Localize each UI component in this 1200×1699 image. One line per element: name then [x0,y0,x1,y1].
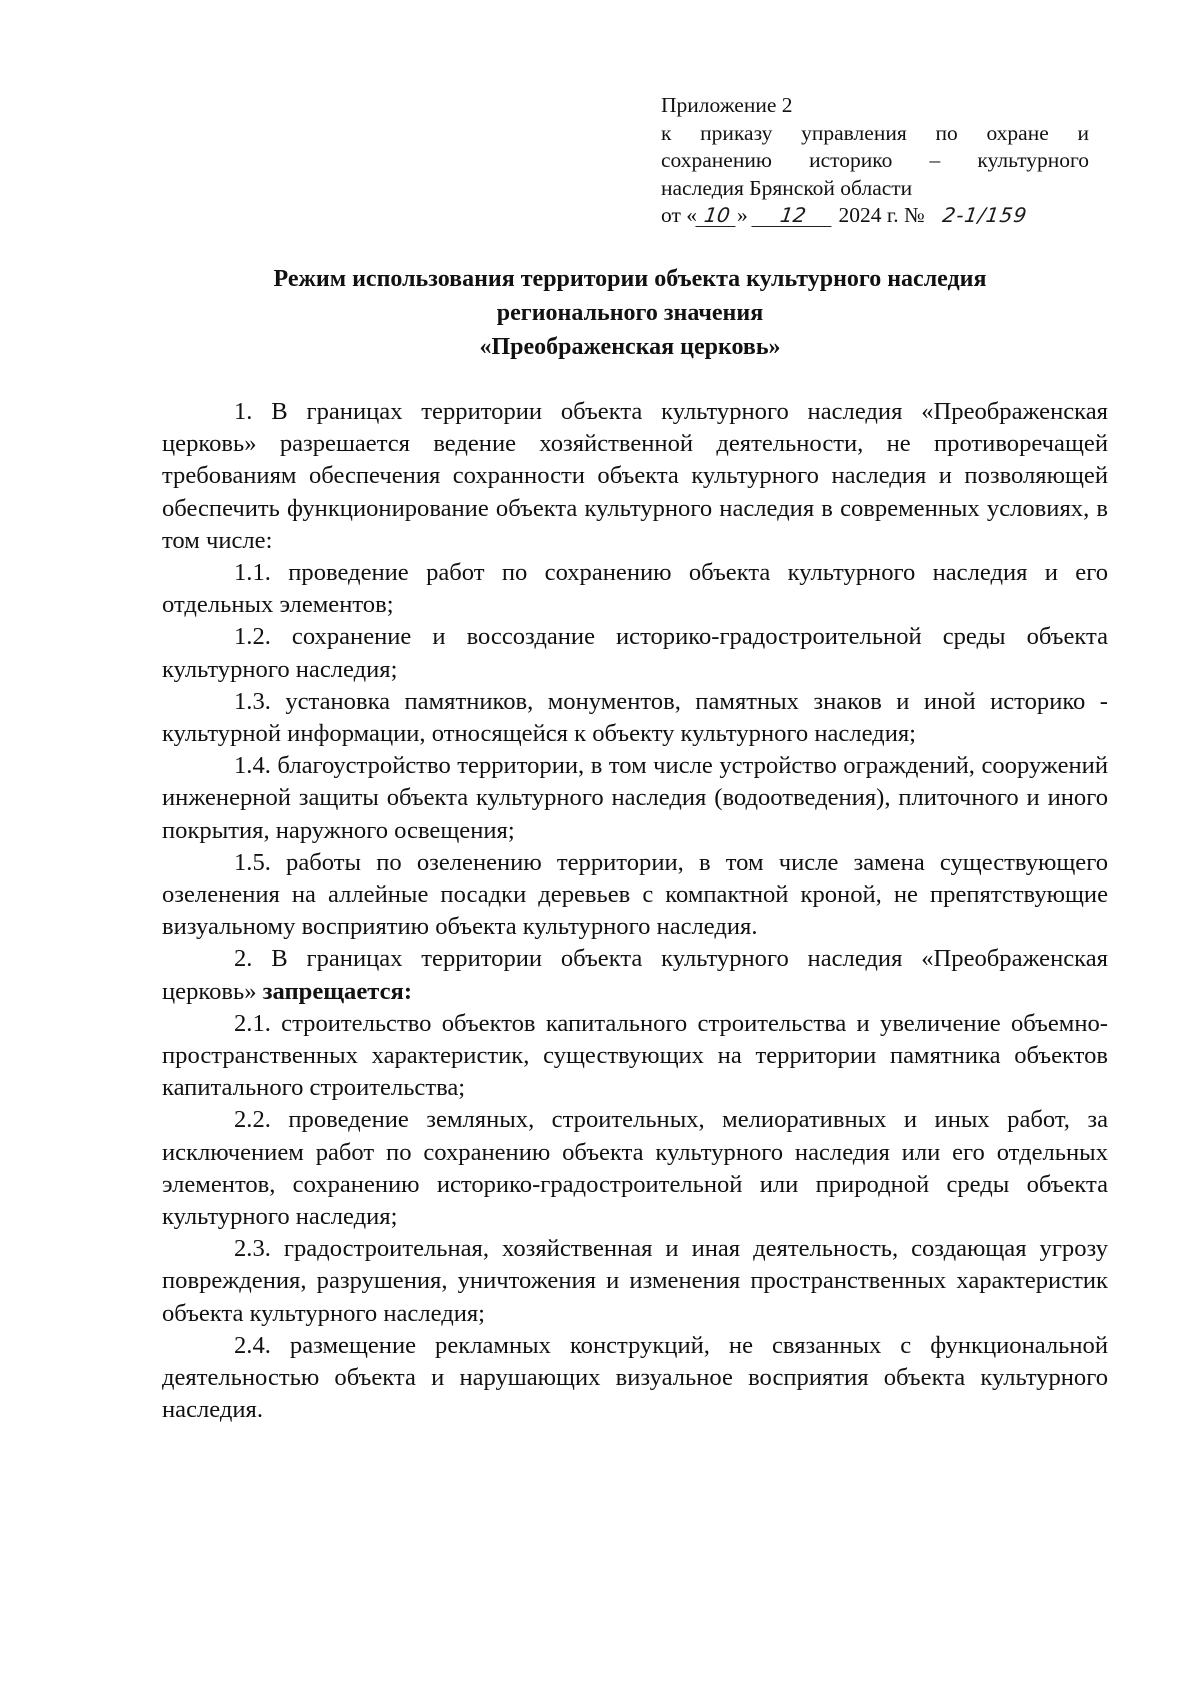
paragraph-2-text: 2. В границах территории объекта культурного наследия «Преображенская церковь» [162,945,1108,1005]
date-year: 2024 г. № [838,203,925,227]
header-region-line: наследия Брянской области [661,175,913,200]
title-line-2: регионального значения [496,300,764,326]
document-header [661,92,1089,230]
item-1-5: 1.5. работы по озеленению территории, в том числе замена существующего озеленения на аллейные посадки деревьев с компактной кроной, не препятствующие визуальному восприятию объекта культурного наследия. [162,848,1108,941]
title-line-1: Режим использования территории объекта культурного наследия [273,266,987,292]
order-date-line [661,202,1089,230]
item-2-2: 2.2. проведение земляных, строительных, мелиоративных и иных работ, за исключением работ по сохранению объекта культурного наследия или его отдельных элементов, сохранению историко-градостроительной или природной среды объекта культурного наследия; [162,1106,1108,1231]
date-prefix: от « [661,203,697,227]
paragraph-2 [162,943,1108,1007]
title-line-3: «Преображенская церковь» [479,334,781,360]
appendix-label: Приложение 2 [661,93,793,117]
document-title [150,262,1110,364]
handwritten-month: 12 [752,204,835,227]
document-body [162,396,1108,1427]
prohibited-label: запрещается: [262,977,413,1005]
item-2-3: 2.3. градостроительная, хозяйственная и иная деятельность, создающая угрозу повреждения, разрушения, уничтожения и изменения пространственных характеристик объекта культурного наследия; [162,1235,1108,1327]
item-2-1: 2.1. строительство объектов капитального строительства и увеличение объемно-пространственных характеристик, существующих на территории памятника объектов капитального строительства; [162,1009,1108,1102]
item-1-1: 1.1. проведение работ по сохранению объекта культурного наследия и его отдельных элементов; [162,559,1108,619]
date-quote-close: » [737,203,748,227]
item-1-4: 1.4. благоустройство территории, в том числе устройство ограждений, сооружений инженерной защиты объекта культурного наследия (водоотведения), плиточного и иного покрытия, наружного освещения; [162,752,1108,844]
item-2-4: 2.4. размещение рекламных конструкций, не связанных с функциональной деятельностью объекта и нарушающих визуальное восприятия объекта культурного наследия. [162,1331,1108,1424]
header-department-line: сохранению историко – культурного [661,148,1089,172]
header-order-line: к приказу управления по охране и [661,120,1089,145]
handwritten-day: 10 [695,204,738,227]
item-1-2: 1.2. сохранение и воссоздание историко-градостроительной среды объекта культурного наследия; [162,623,1108,683]
paragraph-1: 1. В границах территории объекта культурного наследия «Преображенская церковь» разрешается ведение хозяйственной деятельности, не противоречащей требованиям обеспечения сохранности объекта культурного наследия и позволяющей обеспечить функционирование объекта культурного наследия в современных условиях, в том числе: [162,398,1108,554]
item-1-3: 1.3. установка памятников, монументов, памятных знаков и иной историко - культурной информации, относящейся к объекту культурного наследия; [162,687,1108,748]
handwritten-order-number: 2-1/159 [940,203,1029,227]
